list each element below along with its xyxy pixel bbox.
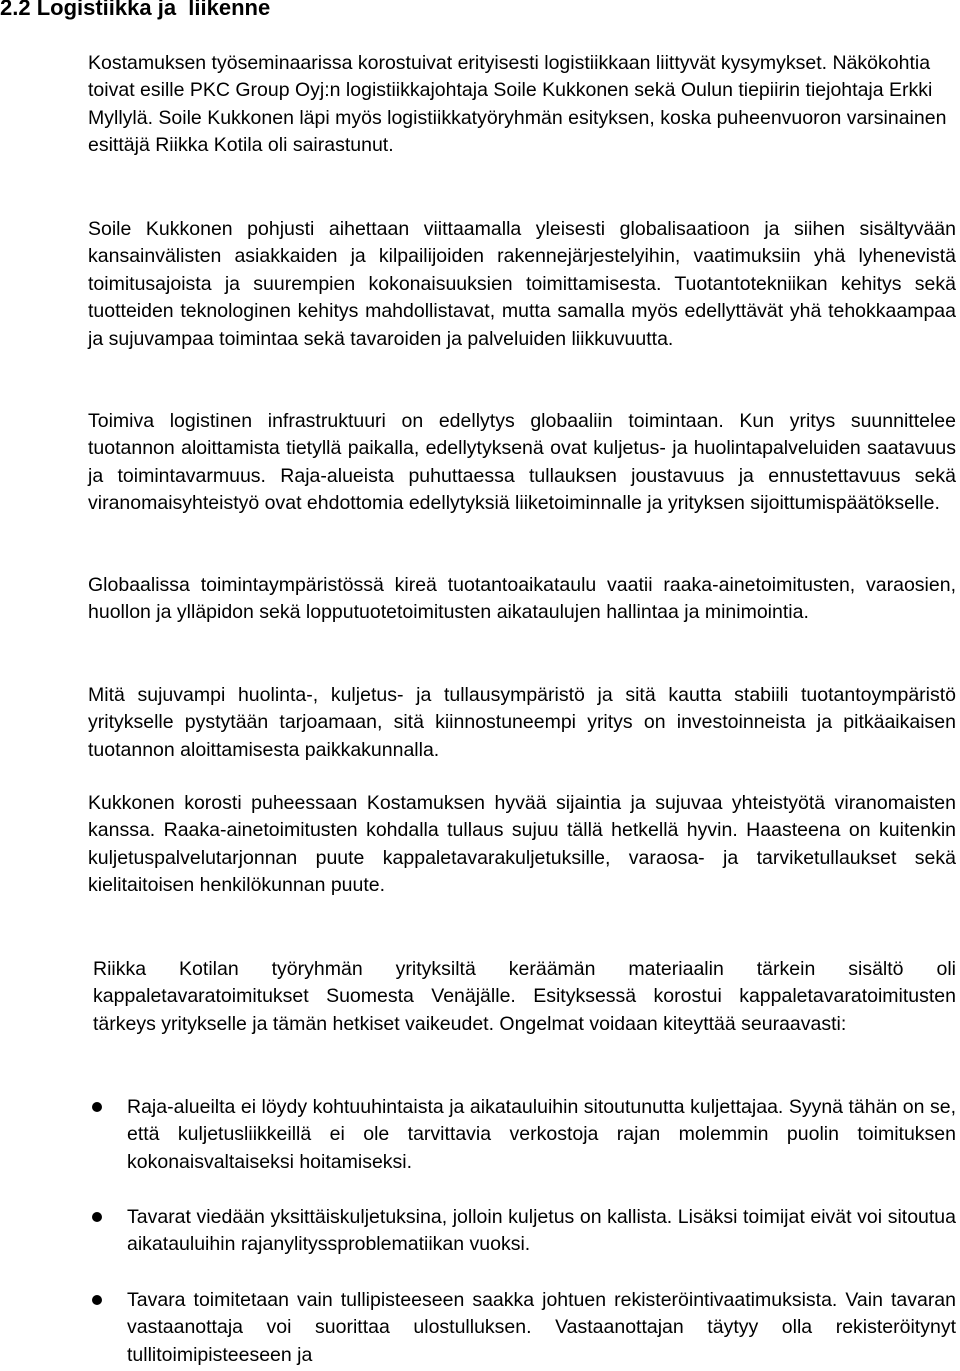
paragraph-schedule: Globaalissa toimintaympäristössä kireä tuotantoaikataulu vaatii raaka-ainetoimitusten, varaosien, huollon ja ylläpidon sekä lopputuotetoimitusten aikataulujen hallintaa ja minimointia. (88, 574, 956, 624)
paragraph-infrastructure: Toimiva logistinen infrastruktuuri on edellytys globaaliin toimintaan. Kun yritys suunnittelee tuotannon aloittamista tietyllä paikalla, edellytyksenä ovat kuljetus- ja huolintapalveluiden saatavuus ja toimintavarmuus. Raja-alueista puhuttaessa tullauksen joustavuus ja ennustettavuus sekä viranomaisyhteistyö ovat ehdottomia edellytyksiä liiketoiminnalle ja yrityksen sijoittumispäätökselle. (88, 410, 956, 515)
bullet-marker-icon (92, 1295, 102, 1305)
paragraph-intro: Kostamuksen työseminaarissa korostuivat erityisesti logistiikkaan liittyvät kysymykset. Näkökohtia toivat esille PKC Group Oyj:n logistiikkajohtaja Soile Kukkonen sekä Oulun tiepiirin tiejohtaja Erkki Myllylä. Soile Kukkonen läpi myös logistiikkatyöryhmän esityksen, koska puheenvuoron varsinainen esittäjä Riikka Kotila oli sairastunut. (88, 52, 947, 157)
list-item: Tavarat viedään yksittäiskuljetuksina, jolloin kuljetus on kallista. Lisäksi toimijat eivät voi sitoutua aikatauluihin rajanylityssproblematiikan vuoksi. (127, 1206, 956, 1256)
list-item: Tavara toimitetaan vain tullipisteeseen saakka johtuen rekisteröintivaatimuksista. Vain tavaran vastaanottaja voi suorittaa ulostulluksen. Vastaanottajan täytyy olla rekisteröitynyt tullitoimipisteeseen ja (127, 1289, 956, 1366)
bullet-marker-icon (92, 1212, 102, 1222)
paragraph-working-group: Riikka Kotilan työryhmän yrityksiltä keräämän materiaalin tärkein sisältö oli kappaletavaratoimitukset Suomesta Venäjälle. Esityksessä korostui kappaletavaratoimitusten tärkeys yritykselle ja tämän hetkiset vaikeudet. Ongelmat voidaan kiteyttää seuraavasti: (93, 958, 956, 1035)
section-heading: 2.2 Logistiikka ja liikenne (0, 0, 271, 20)
bullet-marker-icon (92, 1102, 102, 1112)
paragraph-globalization: Soile Kukkonen pohjusti aihettaan viittaamalla yleisesti globalisaatioon ja siihen sisältyvään kansainvälisten asiakkaiden ja kilpailijoiden rakennejärjestelyihin, vaatimuksiin yhä lyhenevistä toimitusajoista ja suurempien kokonaisuuksien toimittamisesta. Tuotantotekniikan kehitys sekä tuotteiden teknologinen kehitys mahdollistavat, mutta samalla myös edellyttävät yhä tehokkaampaa ja sujuvampaa toimintaa sekä tavaroiden ja palveluiden liikkuvuutta. (88, 218, 956, 350)
paragraph-environment: Mitä sujuvampi huolinta-, kuljetus- ja tullausympäristö ja sitä kautta stabiili tuotantoympäristö yritykselle pystytään tarjoamaan, sitä kiinnostuneempi yritys on investoinneista ja pitkäaikaisen tuotannon aloittamisesta paikkakunnalla. (88, 684, 956, 761)
list-item: Raja-alueilta ei löydy kohtuuhintaista ja aikatauluihin sitoutunutta kuljettajaa. Syynä tähän on se, että kuljetusliikkeillä ei ole tarvittavia verkostoja rajan molemmin puolin toimituksen kokonaisvaltaiseksi hoitamiseksi. (127, 1096, 956, 1173)
paragraph-kostamus: Kukkonen korosti puheessaan Kostamuksen hyvää sijaintia ja sujuvaa yhteistyötä viranomaisten kanssa. Raaka-ainetoimitusten kohdalla tullaus sujuu tällä hetkellä hyvin. Haasteena on kuitenkin kuljetuspalvelutarjonnan puute kappaletavarakuljetuksille, varaosa- ja tarviketullaukset sekä kielitaitoisen henkilökunnan puute. (88, 792, 956, 897)
